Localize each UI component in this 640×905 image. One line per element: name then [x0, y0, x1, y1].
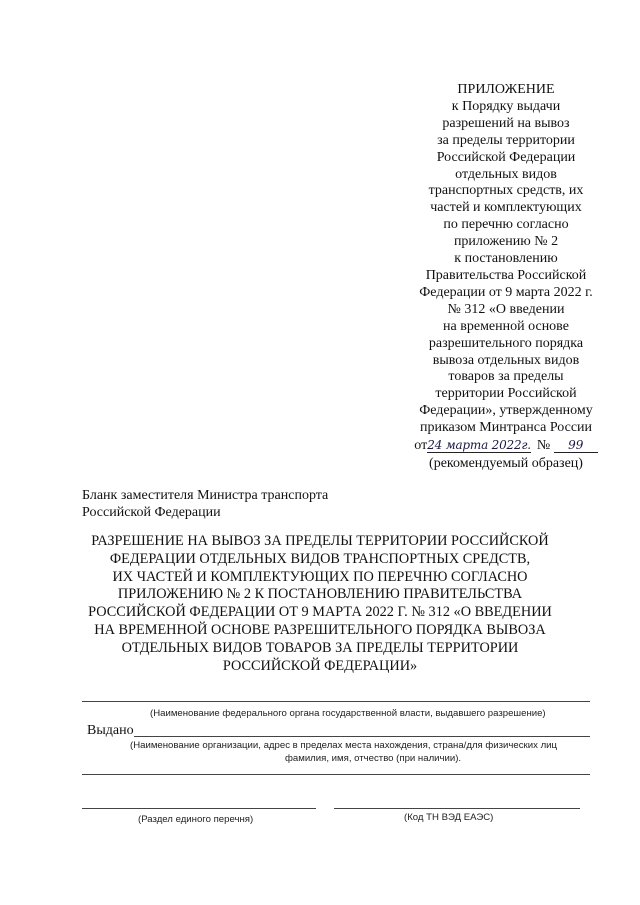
- sample-note: (рекомендуемый образец): [429, 455, 583, 471]
- letterhead-line-1: Бланк заместителя Министра транспорта: [82, 488, 329, 503]
- title-line: ОТДЕЛЬНЫХ ВИДОВ ТОВАРОВ ЗА ПРЕДЕЛЫ ТЕРРИТОРИИ: [121, 639, 519, 656]
- appendix-block: [378, 82, 634, 473]
- title-line: ФЕДЕРАЦИИ ОТДЕЛЬНЫХ ВИДОВ ТРАНСПОРТНЫХ СРЕДСТВ,: [109, 550, 531, 567]
- appendix-line: приказом Минтранса России: [419, 420, 593, 436]
- issued-field-line: [134, 736, 590, 737]
- issued-caption-line-1: (Наименование организации, адрес в пределах места нахождения, страна/для физических лиц: [130, 740, 558, 751]
- code-caption: (Код ТН ВЭД ЕАЭС): [404, 812, 494, 823]
- order-number-handwritten: 99: [554, 438, 598, 453]
- appendix-line: товаров за пределы: [448, 369, 564, 385]
- document-title: [60, 533, 580, 675]
- title-line: РАЗРЕШЕНИЕ НА ВЫВОЗ ЗА ПРЕДЕЛЫ ТЕРРИТОРИИ РОССИЙСКОЙ: [91, 533, 549, 549]
- appendix-line: Правительства Российской: [425, 267, 587, 283]
- authority-caption: (Наименование федерального органа государственной власти, выдавшего разрешение): [150, 708, 546, 719]
- appendix-line: приложению № 2: [453, 234, 559, 250]
- appendix-line: территории Российской: [435, 386, 577, 402]
- letterhead-line-2: Российской Федерации: [82, 505, 221, 520]
- order-reference: [378, 438, 634, 455]
- appendix-line: за пределы территории: [437, 132, 575, 148]
- appendix-line: к Порядку выдачи: [451, 98, 561, 114]
- title-line: НА ВРЕМЕННОЙ ОСНОВЕ РАЗРЕШИТЕЛЬНОГО ПОРЯДКА ВЫВОЗА: [94, 621, 546, 638]
- appendix-line: транспортных средств, их: [428, 183, 584, 199]
- appendix-line: № 312 «О введении: [447, 301, 565, 317]
- code-field-line: [334, 808, 580, 809]
- appendix-line: Федерации от 9 марта 2022 г.: [419, 284, 593, 300]
- title-line: ИХ ЧАСТЕЙ И КОМПЛЕКТУЮЩИХ ПО ПЕРЕЧНЮ СОГЛАСНО: [112, 568, 528, 585]
- appendix-line: Российской Федерации: [436, 149, 576, 165]
- appendix-line: Федерации», утвержденному: [419, 403, 593, 419]
- title-line: РОССИЙСКОЙ ФЕДЕРАЦИИ ОТ 9 МАРТА 2022 Г. № 312 «О ВВЕДЕНИИ: [88, 604, 552, 621]
- appendix-line: по перечню согласно: [443, 217, 569, 233]
- title-line: РОССИЙСКОЙ ФЕДЕРАЦИИ»: [222, 657, 418, 674]
- appendix-line: разрешительного порядка: [428, 335, 584, 351]
- appendix-line: ПРИЛОЖЕНИЕ: [457, 82, 555, 97]
- issued-caption-line-2: фамилия, имя, отчество (при наличии).: [285, 753, 462, 764]
- title-line: ПРИЛОЖЕНИЮ № 2 К ПОСТАНОВЛЕНИЮ ПРАВИТЕЛЬСТВА: [117, 586, 523, 603]
- section-field-line: [82, 808, 316, 809]
- section-caption: (Раздел единого перечня): [138, 814, 254, 825]
- appendix-line: отдельных видов: [455, 166, 557, 182]
- authority-field-line: [82, 701, 590, 702]
- appendix-line: вывоза отдельных видов: [432, 352, 580, 368]
- letterhead: [82, 487, 382, 521]
- issued-field-line-2: [82, 774, 590, 775]
- appendix-line: частей и комплектующих: [430, 200, 582, 216]
- order-number-sign: №: [536, 438, 551, 454]
- order-prefix: от: [414, 438, 428, 454]
- appendix-line: к постановлению: [454, 251, 558, 267]
- issued-label: Выдано: [87, 723, 134, 738]
- order-date-handwritten: 24 марта 2022г.: [427, 438, 531, 453]
- appendix-line: разрешений на вывоз: [442, 115, 570, 131]
- appendix-line: на временной основе: [443, 318, 569, 334]
